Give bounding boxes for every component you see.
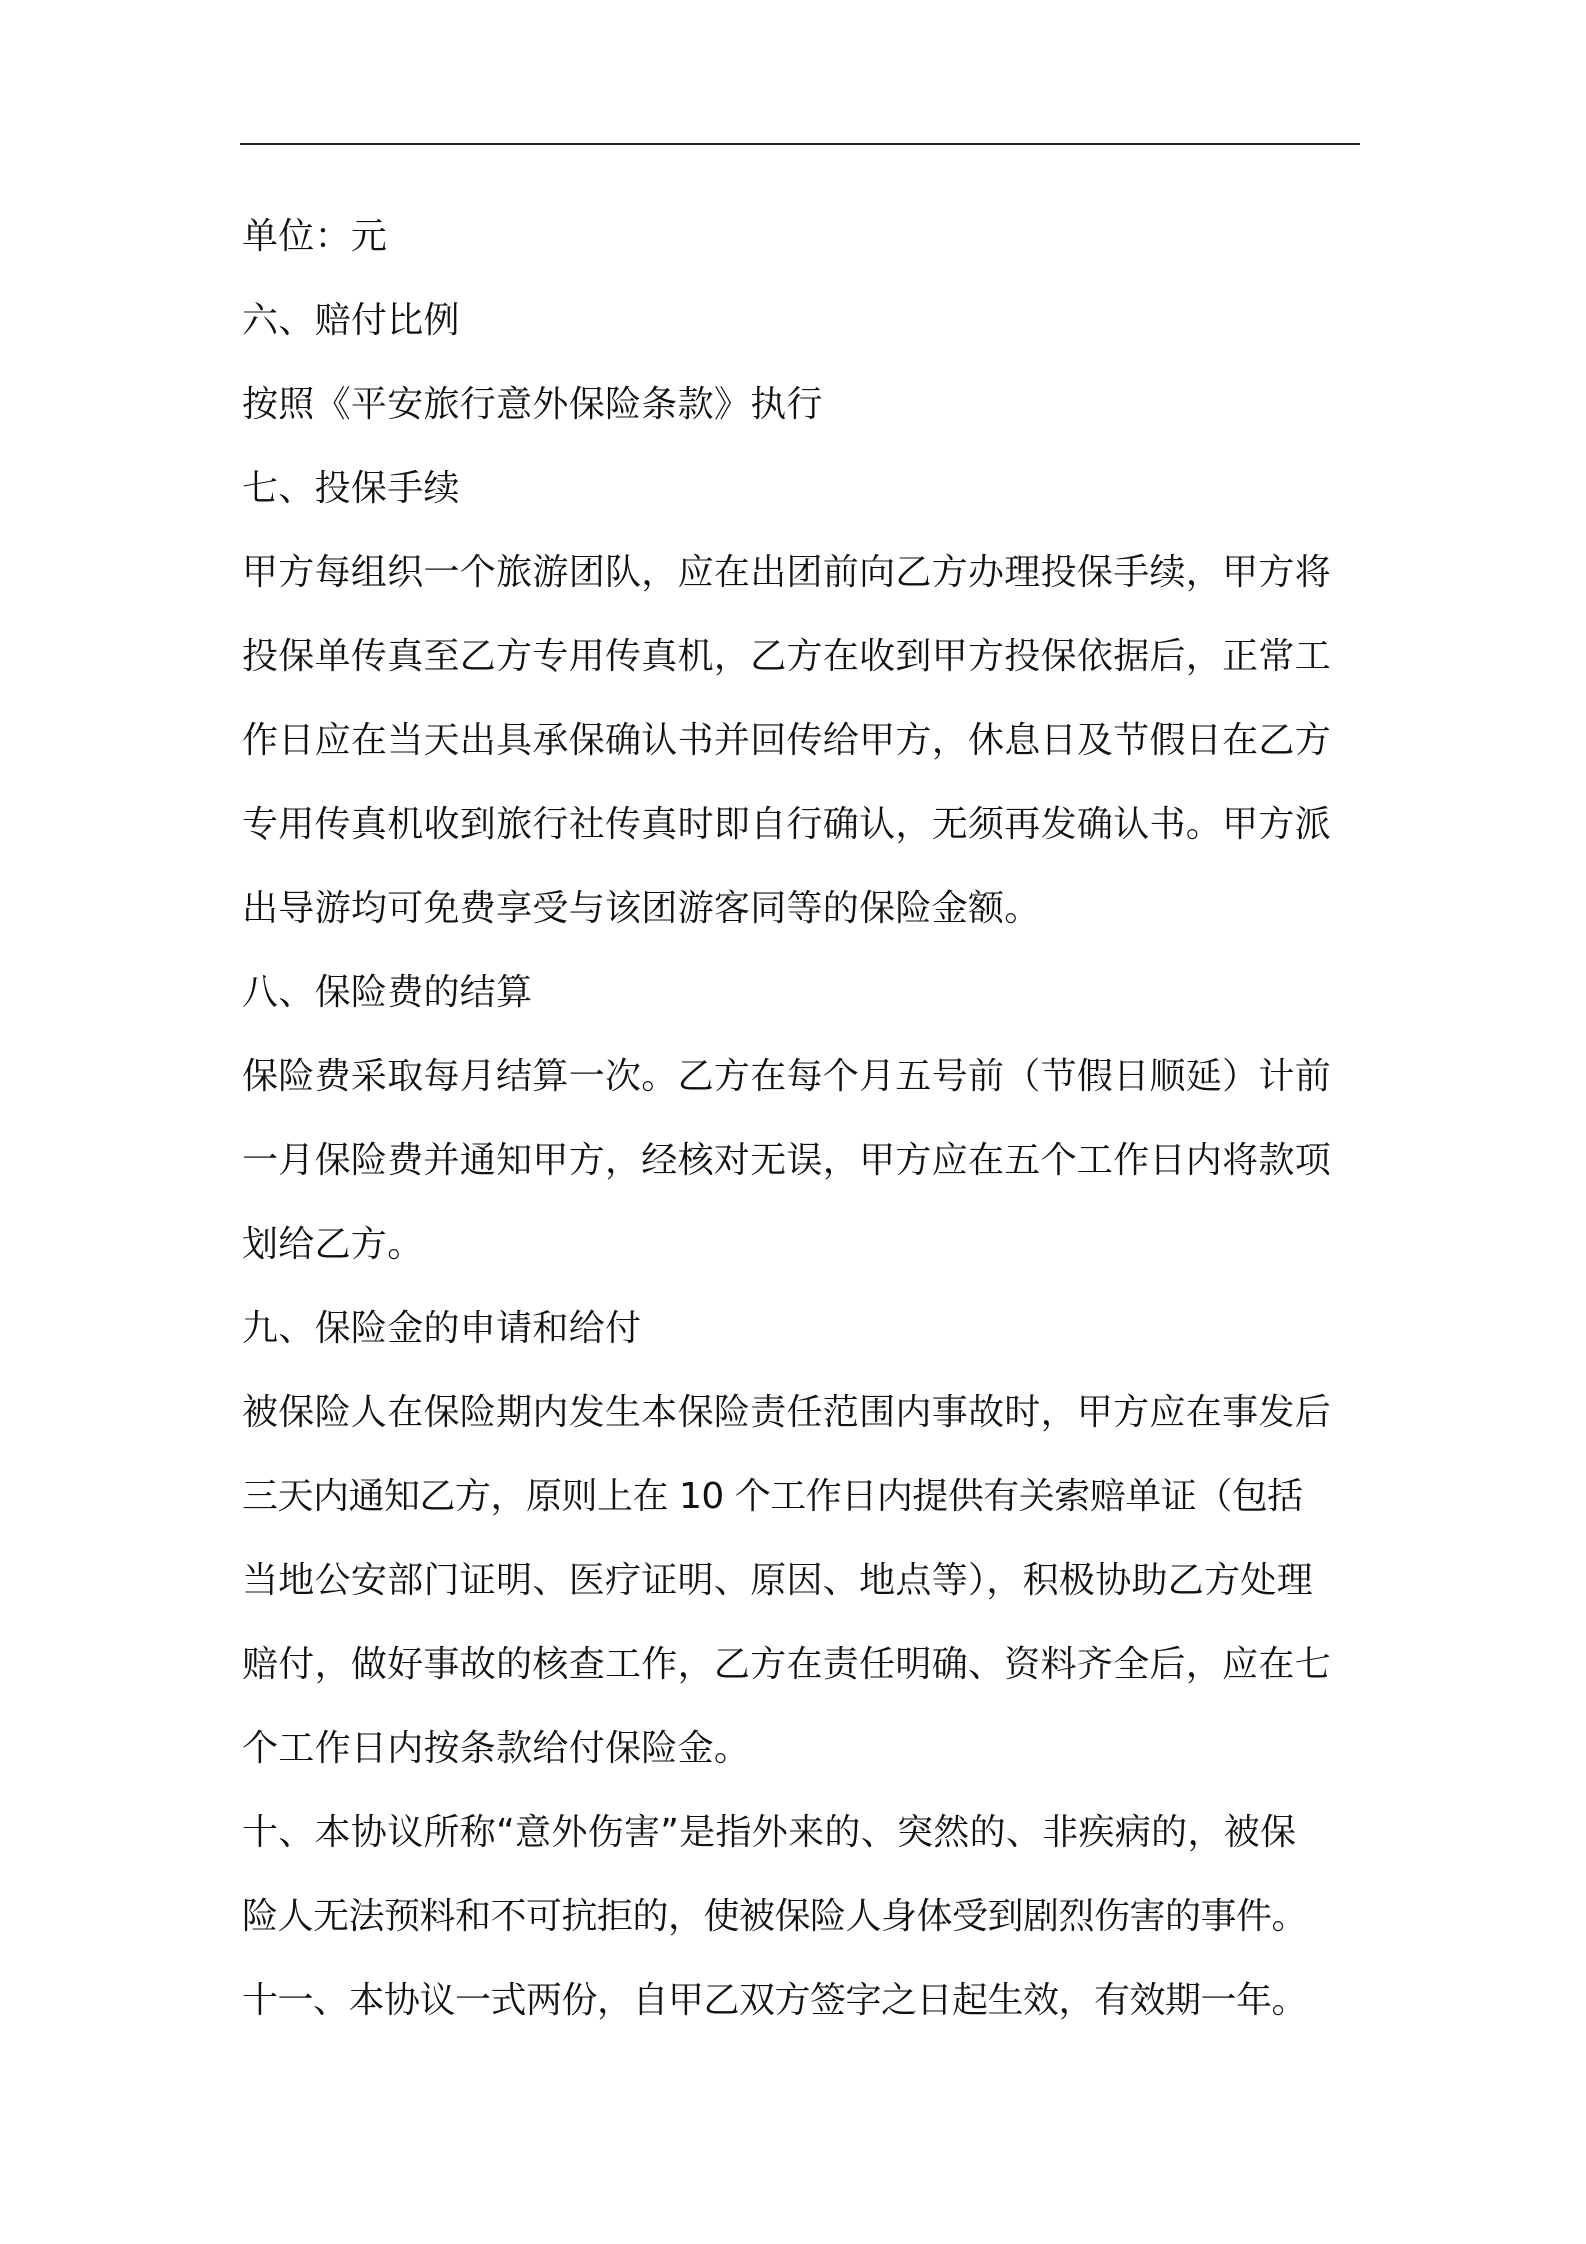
paragraph-line: 按照《平安旅行意外保险条款》执行 [242,384,823,425]
section-heading-8: 八、保险费的结算 [242,972,533,1013]
paragraph-line: 当地公安部门证明、医疗证明、原因、地点等），积极协助乙方处理 [242,1560,1314,1601]
section-heading-6: 六、赔付比例 [242,300,460,341]
paragraph-line: 作日应在当天出具承保确认书并回传给甲方，休息日及节假日在乙方 [242,720,1332,761]
paragraph-line: 投保单传真至乙方专用传真机，乙方在收到甲方投保依据后，正常工 [242,636,1332,677]
paragraph-line: 出导游均可免费享受与该团游客同等的保险金额。 [242,888,1041,929]
paragraph-line: 甲方每组织一个旅游团队，应在出团前向乙方办理投保手续，甲方将 [242,552,1332,593]
section-heading-9: 九、保险金的申请和给付 [242,1308,642,1349]
paragraph-line: 个工作日内按条款给付保险金。 [242,1728,751,1769]
header-rule [240,143,1360,145]
paragraph-line: 被保险人在保险期内发生本保险责任范围内事故时，甲方应在事发后 [242,1392,1332,1433]
paragraph-line: 险人无法预料和不可抗拒的，使被保险人身体受到剧烈伤害的事件。 [242,1896,1308,1937]
paragraph-line: 专用传真机收到旅行社传真时即自行确认，无须再发确认书。甲方派 [242,804,1332,845]
section-heading-11: 十一、本协议一式两份，自甲乙双方签字之日起生效，有效期一年。 [242,1980,1308,2021]
paragraph-line: 划给乙方。 [242,1224,424,1265]
section-heading-10: 十、本协议所称“意外伤害”是指外来的、突然的、非疾病的，被保 [242,1812,1297,1853]
paragraph-line: 赔付，做好事故的核查工作，乙方在责任明确、资料齐全后，应在七 [242,1644,1332,1685]
paragraph-line: 三天内通知乙方，原则上在 10 个工作日内提供有关索赔单证（包括 [242,1476,1303,1517]
section-heading-7: 七、投保手续 [242,468,460,509]
paragraph-line: 保险费采取每月结算一次。乙方在每个月五号前（节假日顺延）计前 [242,1056,1332,1097]
document-body [242,195,1367,2043]
unit-note: 单位：元 [242,216,388,257]
paragraph-line: 一月保险费并通知甲方，经核对无误，甲方应在五个工作日内将款项 [242,1140,1332,1181]
